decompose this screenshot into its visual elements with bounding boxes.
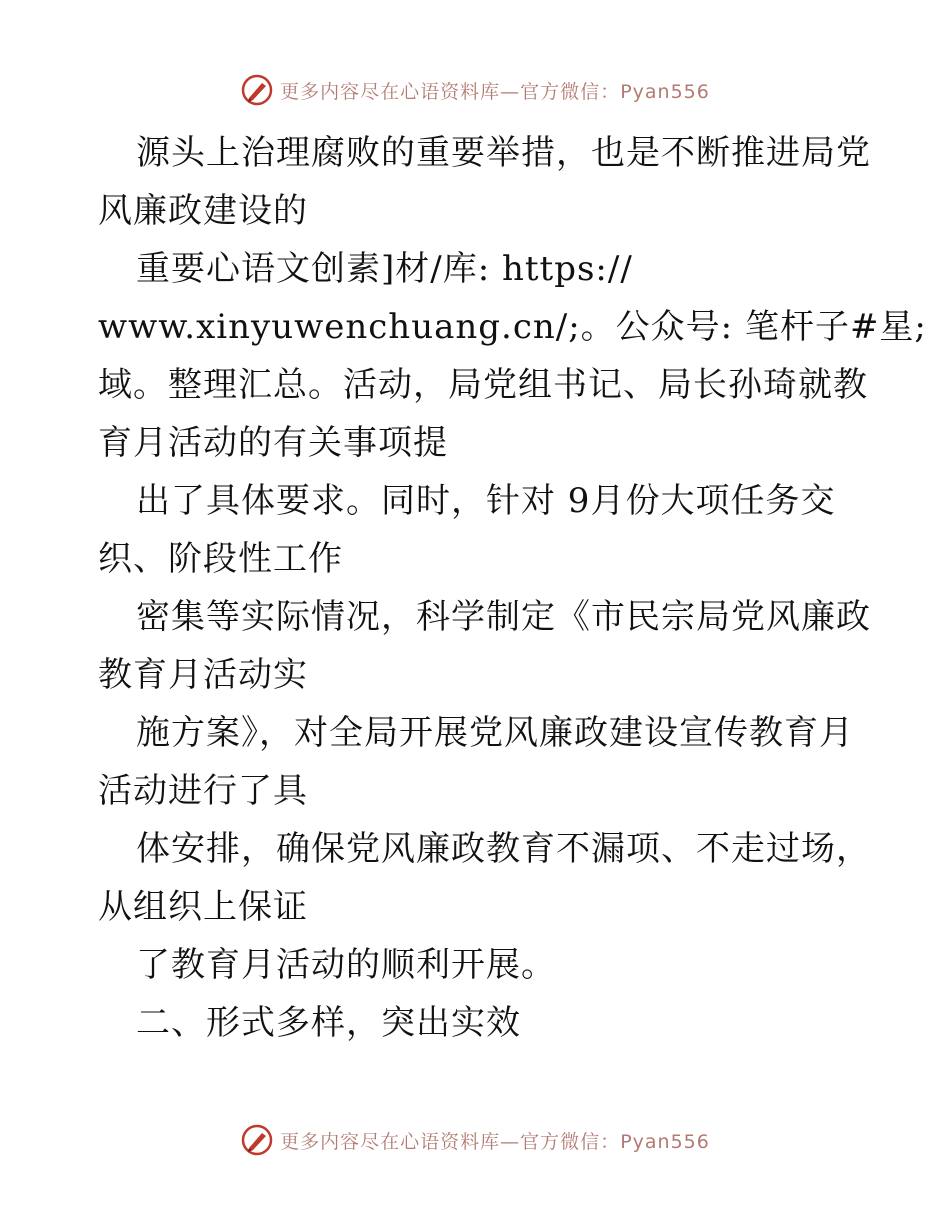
document-body bbox=[98, 124, 927, 1052]
text-line: 出了具体要求。同时，针对 9月份大项任务交 bbox=[136, 481, 836, 521]
text-line: 了教育月活动的顺利开展。 bbox=[136, 945, 556, 985]
text-line: www.xinyuwenchuang.cn/;。公众号: 笔杆子#星; bbox=[98, 307, 927, 347]
text-line: 育月活动的有关事项提 bbox=[98, 423, 448, 463]
text-line: 活动进行了具 bbox=[98, 771, 308, 811]
text-line: 二、形式多样，突出实效 bbox=[136, 1003, 521, 1043]
text-line: 教育月活动实 bbox=[98, 655, 308, 695]
text-line: 风廉政建设的 bbox=[98, 191, 308, 231]
banner-text: 更多内容尽在心语资料库—官方微信：Pyan556 bbox=[280, 80, 710, 103]
text-line: 重要心语文创素]材/库: https:// bbox=[136, 249, 633, 289]
text-line: 源头上治理腐败的重要举措，也是不断推进局党 bbox=[136, 133, 871, 173]
footer-banner bbox=[0, 1120, 950, 1160]
text-line: 体安排，确保党风廉政教育不漏项、不走过场， bbox=[136, 829, 871, 869]
pen-logo-icon bbox=[240, 73, 274, 107]
text-line: 域。整理汇总。活动，局党组书记、局长孙琦就教 bbox=[98, 365, 868, 405]
pen-logo-icon bbox=[240, 1123, 274, 1157]
banner-text: 更多内容尽在心语资料库—官方微信：Pyan556 bbox=[280, 1130, 710, 1153]
text-line: 从组织上保证 bbox=[98, 887, 308, 927]
text-line: 密集等实际情况，科学制定《市民宗局党风廉政 bbox=[136, 597, 871, 637]
header-banner bbox=[0, 70, 950, 110]
text-line: 施方案》，对全局开展党风廉政建设宣传教育月 bbox=[136, 713, 854, 753]
text-line: 织、阶段性工作 bbox=[98, 539, 343, 579]
